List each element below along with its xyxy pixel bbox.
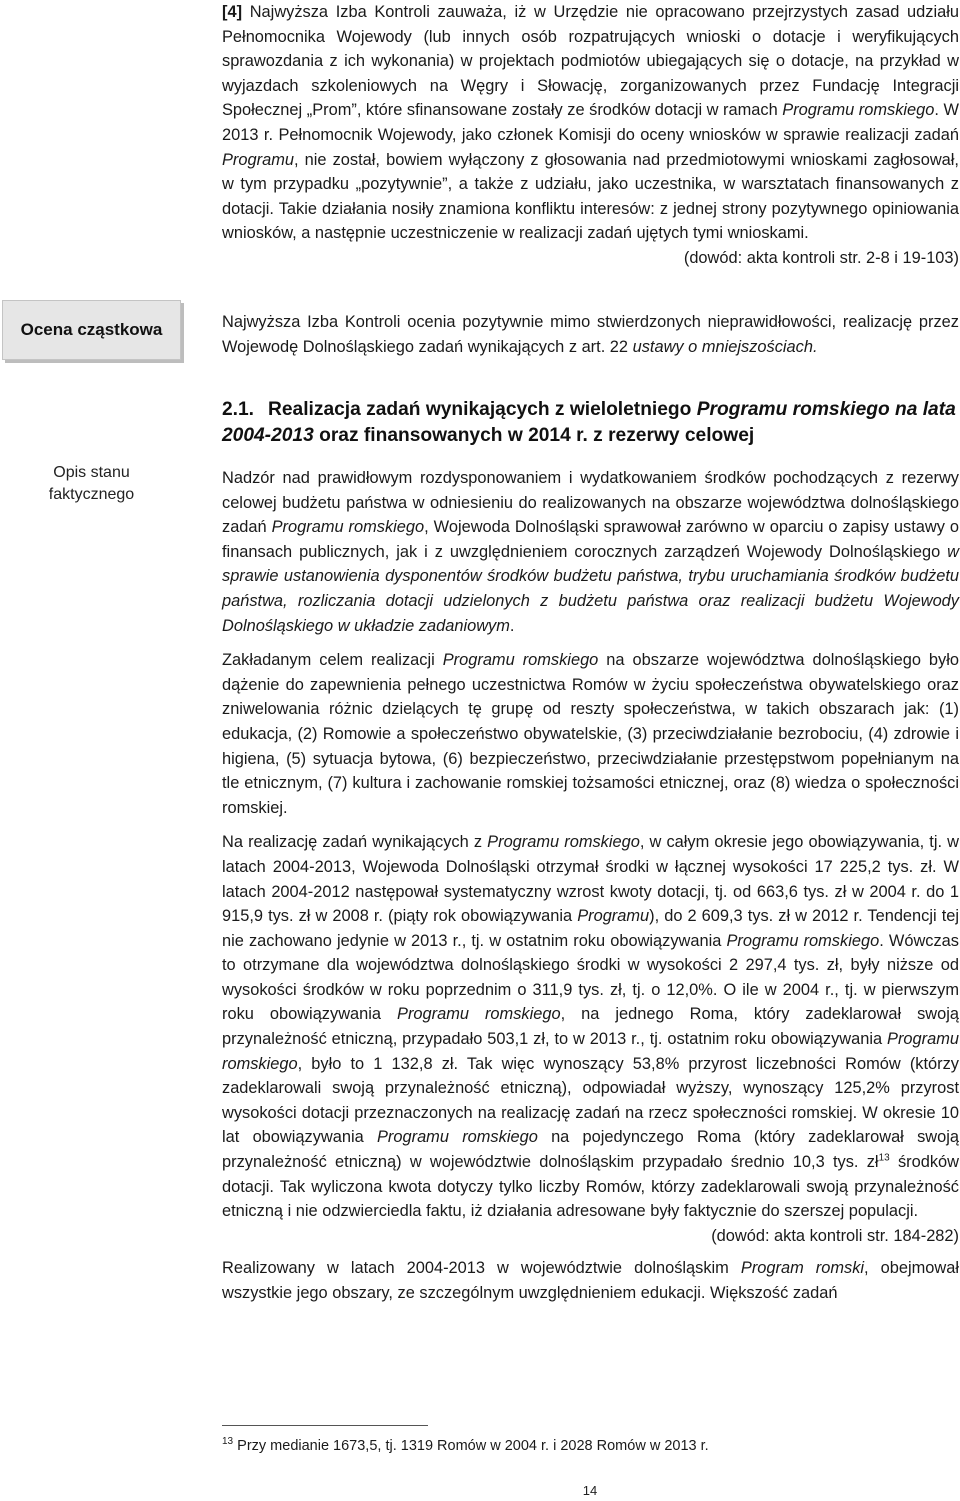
evidence-reference: (dowód: akta kontroli str. 184-282) [711,1226,959,1245]
partial-assessment-label: Ocena cząstkowa [20,320,163,339]
italic-run: w sprawie ustanowienia dysponentów środków budżetu państwa, trybu uruchamiania środków budżetu państwa, rozliczania dotacji udzielonych z budżetu państwa oraz realizacji budżetu Wojewody Dolnośląskiego w układzie zadaniowym [222,542,959,635]
finding-block [222,0,959,279]
footnote-text: Przy medianie 1673,5, tj. 1319 Romów w 2004 r. i 2028 Romów w 2013 r. [233,1438,709,1454]
text-run: na obszarze województwa dolnośląskiego było dążenie do zapewnienia pełnego uczestnictwa Romów w życiu społeczeństwa obywatelskiego oraz zniwelowania różnic dzielących tę grupę od reszty społeczeństwa, w takich obszarach jak: (1) edukacja, (2) Romowie a społeczeństwo obywatelskie, (3) przeciwdziałanie bezrobociu, (4) zdrowie i higiena, (5) sytuacja bytowa, (6) bezpieczeństwo, przeciwdziałanie przestępstwom popełnianym na tle etnicznym, (7) kultura i zachowanie romskiej tożsamości etnicznej, oraz (8) wiedza o społeczności romskiej. [222,651,959,817]
text-run: , było to 1 132,8 zł. Tak więc wynoszący 53,8% przyrost liczebności Romów (którzy zadeklarowali swoją przynależność etniczną), odpowiadał wyższy, wynoszący 125,2% przyrost wysokości dotacji przeznaczonych na realizację zadań na rzecz społeczności romskiej. W okresie 10 lat obowiązywania [222,1054,959,1147]
factual-state-label [0,462,183,506]
factual-description [222,466,959,1306]
section-heading [222,397,959,449]
partial-assessment-box [2,300,181,360]
footnote-number: 13 [222,1436,234,1448]
facts-paragraph-3 [222,830,959,1224]
evidence-reference: (dowód: akta kontroli str. 2-8 i 19-103) [683,248,959,267]
text-run: , Wojewoda Dolnośląski sprawował zarówno w oparciu o zapisy ustawy o finansach publicznych, jak i z uwzględnieniem corocznych zarządzeń Wojewody Dolnośląskiego [222,518,959,561]
italic-run: Programu [577,907,650,926]
italic-run: Programu romskiego [376,1128,538,1147]
italic-run: Programu romskiego [487,833,640,852]
finding-marker: [4] [222,3,243,21]
italic-run: ustawy o mniejszościach. [632,337,818,356]
text-run: , obejmował wszystkie jego obszary, ze szczególnym uwzględnieniem edukacji. Większość zadań [222,1259,959,1302]
italic-run: Program romski [740,1259,865,1278]
italic-run: Programu [222,150,294,169]
factual-state-line1: Opis stanu [53,464,130,481]
text-run: Najwyższa Izba Kontroli zauważa, iż w Urzędzie nie opracowano przejrzystych zasad udziału Pełnomocnika Wojewody (lub innych osób rozpatrujących wnioski o dotacje i weryfikujących sprawozdania z ich wykonania) w projektach podmiotów ubiegających się o dotacje, na przykład w wyjazdach szkoleniowych na Węgry i Słowację, zorganizowanych przez Fundację Integracji Społecznej „Prom”, które sfinansowane zostały ze środków dotacji w ramach [222,3,959,120]
text-run: Najwyższa Izba Kontroli ocenia pozytywnie mimo stwierdzonych nieprawidłowości, realizację przez Wojewodę Dolnośląskiego zadań wynikających z art. 22 [222,313,959,356]
italic-run: Programu romskiego [782,101,935,120]
footnote-separator [222,1425,428,1426]
page-number: 14 [582,1483,598,1498]
text-run: Realizowany w latach 2004-2013 w województwie dolnośląskim [222,1259,741,1278]
assessment-paragraph [222,310,959,359]
italic-run: Programu romskiego [397,1005,561,1024]
text-run: Na realizację zadań wynikających z [222,833,488,852]
text-run: , nie został, bowiem wyłączony z głosowania nad przedmiotowymi wnioskami zagłosował, w tym przypadku „pozytywnie”, a także z udziału, jako uczestnika, w warsztatach finansowanych z dotacji. Takie działania nosiły znamiona konfliktu interesów: z jednej strony pozytywnego opiniowania wniosków, a następnie uczestniczenie w realizacji zadań ujętych tymi wnioskami. [222,150,959,243]
text-run: na pojedynczego Roma (który zadeklarował swoją przynależność etniczną) w województwie dolnośląskim przypadało średnio 10,3 tys. zł [222,1128,959,1172]
footnote [222,1436,959,1456]
text-run: , na jednego Roma, który zadeklarował swoją przynależność etniczną, przypadało 503,1 zł, to w 2013 r., tj. ostatnim roku obowiązywania [222,1005,959,1049]
italic-run: Programu romskiego [222,1030,959,1073]
heading-text: oraz finansowanych w 2014 r. z rezerwy celowej [313,425,755,446]
text-run: . Wówczas to otrzymane dla województwa dolnośląskiego środki w wysokości 2 297,4 tys. zł, były niższe od wysokości środków w roku poprzednim o 311,9 tys. zł, tj. o 12,0%. O ile w 2004 r., tj. w pierwszym roku obowiązywania [222,931,959,1024]
text-run: . [509,616,515,635]
section-number: 2.1. [222,399,255,420]
finding-paragraph [222,0,959,246]
text-run: środków dotacji. Tak wyliczona kwota dotyczy tylko liczby Romów, którzy zadeklarowali swoją przynależność etniczną i nie odzwierciedla faktu, iż działania adresowane były faktycznie do szerszej populacji. [222,1153,960,1221]
italic-run: Programu romskiego [726,931,880,950]
heading-italic: Programu romskiego na lata 2004-2013 [222,399,956,446]
facts-paragraph-4 [222,1256,959,1305]
facts-paragraph-1 [222,466,959,638]
facts-paragraph-2 [222,648,959,820]
text-run: Zakładanym celem realizacji [222,651,443,670]
footnote-reference[interactable]: 13 [878,1152,890,1164]
text-run: ), do 2 609,3 tys. zł w 2012 r. Tendencji tej nie zachowano jedynie w 2013 r., tj. w ostatnim roku obowiązywania [222,907,960,950]
factual-state-line2: faktycznego [48,486,135,503]
text-run: , w całym okresie jego obowiązywania, tj. w latach 2004-2013, Wojewoda Dolnośląski otrzymał środki w łącznej wysokości 17 225,2 tys. zł. W latach 2004-2012 następował systematyczny wzrost kwoty dotacji, tj. od 663,6 tys. zł w 2004 r. do 1 915,9 tys. zł w 2008 r. (piąty rok obowiązywania [222,833,959,926]
assessment-block [222,310,959,359]
text-run: . W 2013 r. Pełnomocnik Wojewody, jako członek Komisji do oceny wniosków w sprawie realizacji zadań [222,101,959,144]
text-run: Nadzór nad prawidłowym rozdysponowaniem i wydatkowaniem środków pochodzących z rezerwy celowej budżetu państwa w odniesieniu do realizowanych na obszarze województwa dolnośląskiego zadań [222,469,959,537]
heading-text: Realizacja zadań wynikających z wieloletniego [268,399,697,420]
italic-run: Programu romskiego [271,518,425,537]
italic-run: Programu romskiego [442,651,599,670]
